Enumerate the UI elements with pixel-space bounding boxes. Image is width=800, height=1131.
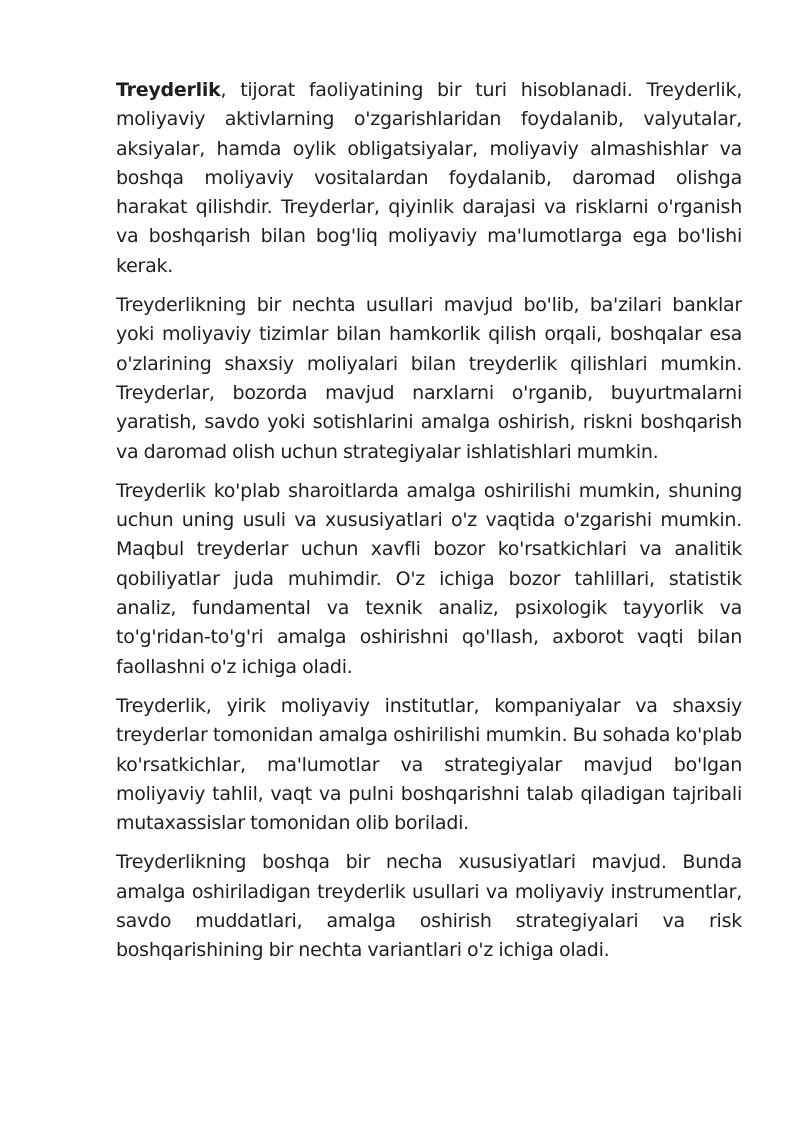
paragraph-5: Treyderlikning boshqa bir necha xususiyatlari mavjud. Bunda amalga oshiriladigan treyderlik usullari va moliyaviy instrumentlar, savdo muddatlari, amalga oshirish strategiyalari va risk boshqarishining bir nechta variantlari o'z ichiga oladi.	[116, 851, 742, 962]
document-body	[116, 76, 742, 976]
paragraph-4: Treyderlik, yirik moliyaviy institutlar, kompaniyalar va shaxsiy treyderlar tomonidan amalga oshirilishi mumkin. Bu sohada ko'plab ko'rsatkichlar, ma'lumotlar va strategiyalar mavjud bo'lgan moliyaviy tahlil, vaqt va pulni boshqarishni talab qiladigan tajribali mutaxassislar tomonidan olib boriladi.	[116, 694, 742, 835]
paragraph-2: Treyderlikning bir nechta usullari mavjud bo'lib, ba'zilari banklar yoki moliyaviy tizimlar bilan hamkorlik qilish orqali, boshqalar esa o'zlarining shaxsiy moliyalari bilan treyderlik qilishlari mumkin. Treyderlar, bozorda mavjud narxlarni o'rganib, buyurtmalarni yaratish, savdo yoki sotishlarini amalga oshirish, riskni boshqarish va daromad olish uchun strategiyalar ishlatishlari mumkin.	[116, 294, 742, 463]
lead-term: Treyderlik	[116, 79, 221, 101]
paragraph-3: Treyderlik ko'plab sharoitlarda amalga oshirilishi mumkin, shuning uchun uning usuli va xususiyatlari o'z vaqtida o'zgarishi mumkin. Maqbul treyderlar uchun xavfli bozor ko'rsatkichlari va analitik qobiliyatlar juda muhimdir. O'z ichiga bozor tahlillari, statistik analiz, fundamental va texnik analiz, psixologik tayyorlik va to'g'ridan-to'g'ri amalga oshirishni qo'llash, axborot vaqti bilan faollashni o'z ichiga oladi.	[116, 479, 742, 678]
paragraph-1-text: , tijorat faoliyatining bir turi hisoblanadi. Treyderlik, moliyaviy aktivlarning o'zgarishlaridan foydalanib, valyutalar, aksiyalar, hamda oylik obligatsiyalar, moliyaviy almashishlar va boshqa moliyaviy vositalardan foydalanib, daromad olishga harakat qilishdir. Treyderlar, qiyinlik darajasi va risklarni o'rganish va boshqarish bilan bog'liq moliyaviy ma'lumotlarga ega bo'lishi kerak.	[116, 79, 742, 277]
paragraph-1	[116, 76, 742, 281]
